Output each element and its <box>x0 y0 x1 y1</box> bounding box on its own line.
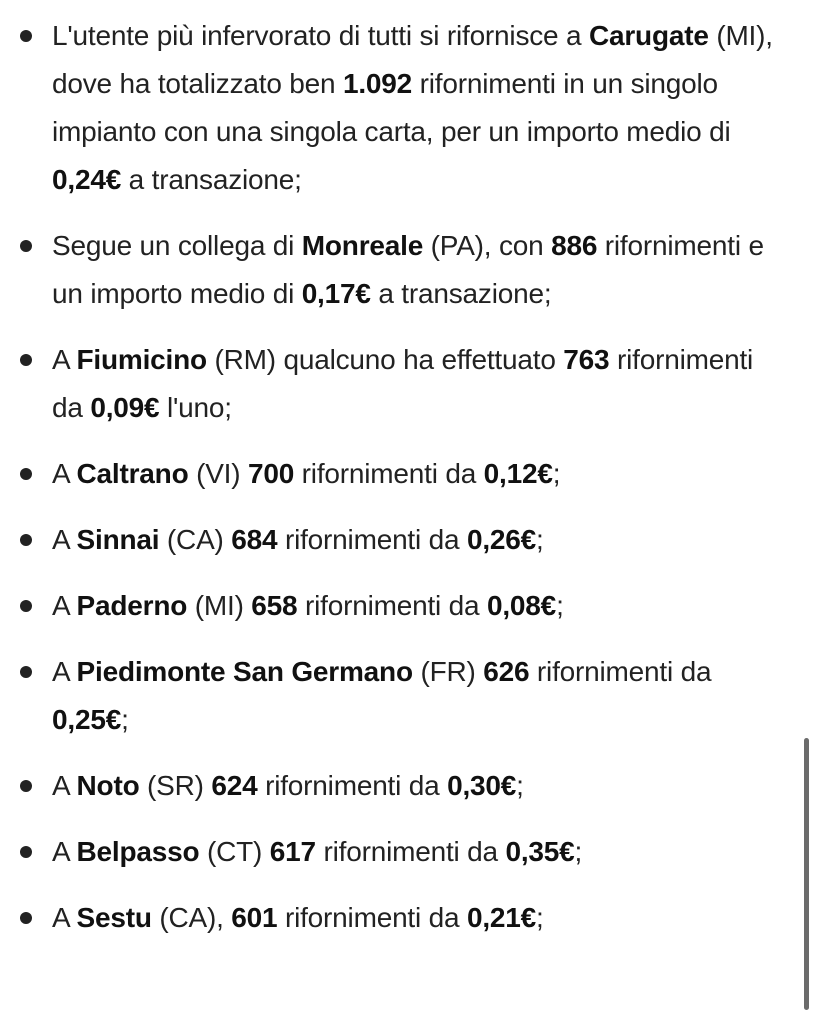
list-item <box>0 648 790 744</box>
body-text: A <box>52 590 77 621</box>
highlight-text: Belpasso <box>76 836 200 867</box>
body-text: (FR) <box>412 656 484 687</box>
list-item <box>0 516 790 564</box>
body-text: A <box>52 836 77 867</box>
body-text: (MI), dove ha totalizzato ben <box>52 20 773 99</box>
bullet-icon <box>20 780 32 792</box>
body-text: A <box>52 458 77 489</box>
bullet-icon <box>20 912 32 924</box>
body-text: ; <box>556 590 564 621</box>
body-text: ; <box>536 902 544 933</box>
highlight-text: 626 <box>483 656 530 687</box>
body-text: rifornimenti in un singolo impianto con una singola carta, per un importo medio di <box>52 68 731 147</box>
body-text: (SR) <box>139 770 212 801</box>
body-text: (MI) <box>187 590 252 621</box>
list-item <box>0 450 790 498</box>
bullet-icon <box>20 846 32 858</box>
body-text: (CT) <box>199 836 270 867</box>
body-text: (CA), <box>151 902 232 933</box>
highlight-text: 763 <box>563 344 610 375</box>
body-text: rifornimenti da <box>52 344 754 423</box>
body-text: A <box>52 524 77 555</box>
body-text: Segue un collega di <box>52 230 302 261</box>
body-text: a transazione; <box>370 278 552 309</box>
body-text: rifornimenti da <box>277 524 467 555</box>
body-text: (PA), con <box>423 230 552 261</box>
list-item <box>0 12 790 204</box>
highlight-text: 700 <box>247 458 295 489</box>
body-text: rifornimenti da <box>294 458 484 489</box>
body-text: ; <box>536 524 544 555</box>
list-item <box>0 336 790 432</box>
highlight-text: 0,26€ <box>466 524 537 555</box>
body-text: rifornimenti da <box>315 836 506 867</box>
highlight-text: Paderno <box>76 590 188 621</box>
bullet-icon <box>20 600 32 612</box>
body-text: rifornimenti e un importo medio di <box>52 230 764 309</box>
highlight-text: 0,17€ <box>301 278 371 309</box>
body-text: A <box>52 770 77 801</box>
highlight-text: Carugate <box>588 20 709 51</box>
bullet-icon <box>20 354 32 366</box>
highlight-text: 0,24€ <box>52 164 122 195</box>
list-item <box>0 828 790 876</box>
body-text: rifornimenti da <box>277 902 467 933</box>
bullet-icon <box>20 468 32 480</box>
highlight-text: 0,25€ <box>52 704 122 735</box>
list-item <box>0 894 790 942</box>
highlight-text: 0,09€ <box>90 392 160 423</box>
highlight-text: Fiumicino <box>76 344 207 375</box>
bullet-icon <box>20 30 32 42</box>
highlight-text: 0,12€ <box>483 458 553 489</box>
highlight-text: 658 <box>251 590 298 621</box>
highlight-text: Sestu <box>76 902 152 933</box>
body-text: L'utente più infervorato di tutti si rifornisce a <box>52 20 589 51</box>
highlight-text: Sinnai <box>76 524 160 555</box>
scrollbar-thumb[interactable] <box>804 738 809 1010</box>
highlight-text: Noto <box>76 770 140 801</box>
body-text: (VI) <box>188 458 248 489</box>
body-text: ; <box>516 770 524 801</box>
body-text: (CA) <box>159 524 232 555</box>
highlight-text: 624 <box>211 770 258 801</box>
highlight-text: Piedimonte San Germano <box>76 656 413 687</box>
body-text: ; <box>121 704 129 735</box>
body-text: rifornimenti da <box>297 590 487 621</box>
highlight-text: 0,21€ <box>466 902 537 933</box>
highlight-text: 0,08€ <box>486 590 557 621</box>
body-text: (RM) qualcuno ha effettuato <box>206 344 564 375</box>
body-text: l'uno; <box>159 392 232 423</box>
bullet-icon <box>20 666 32 678</box>
highlight-text: 0,35€ <box>505 836 575 867</box>
list-item <box>0 222 790 318</box>
highlight-text: 1.092 <box>342 68 413 99</box>
body-text: a transazione; <box>121 164 302 195</box>
highlight-text: 0,30€ <box>447 770 517 801</box>
body-text: ; <box>552 458 561 489</box>
list-item <box>0 582 790 630</box>
highlight-text: Caltrano <box>76 458 189 489</box>
body-text: rifornimenti da <box>529 656 712 687</box>
bullet-icon <box>20 240 32 252</box>
highlight-text: 886 <box>551 230 598 261</box>
highlight-text: Monreale <box>301 230 424 261</box>
highlight-text: 684 <box>231 524 278 555</box>
list-item <box>0 762 790 810</box>
highlight-text: 601 <box>231 902 278 933</box>
bullet-icon <box>20 534 32 546</box>
body-text: A <box>52 902 77 933</box>
body-text: A <box>52 656 77 687</box>
body-text: rifornimenti da <box>257 770 448 801</box>
body-text: A <box>52 344 77 375</box>
body-text: ; <box>574 836 583 867</box>
highlight-text: 617 <box>269 836 316 867</box>
